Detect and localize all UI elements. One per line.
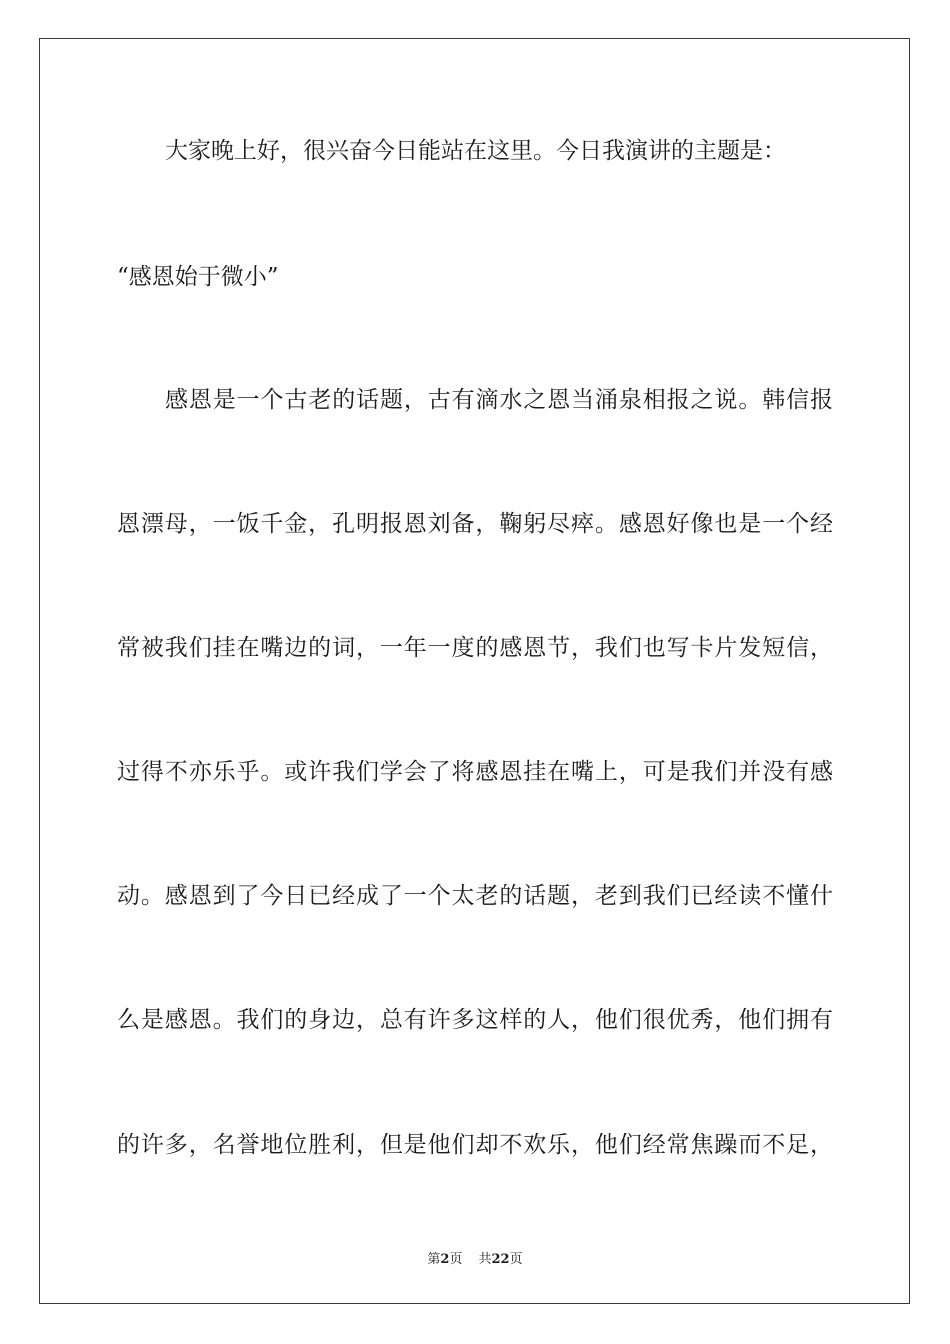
text-line-9: 的许多，名誉地位胜利，但是他们却不欢乐，他们经常焦躁而不足， <box>117 1132 833 1158</box>
page-border <box>39 38 910 1304</box>
total-prefix: 共 <box>478 1252 492 1267</box>
text-line-8: 么是感恩。我们的身边，总有许多这样的人，他们很优秀，他们拥有 <box>117 1007 833 1033</box>
text-line-7: 动。感恩到了今日已经成了一个太老的话题，老到我们已经读不懂什 <box>117 883 833 909</box>
text-line-1: 大家晚上好，很兴奋今日能站在这里。今日我演讲的主题是： <box>165 138 786 164</box>
text-line-6: 过得不亦乐乎。或许我们学会了将感恩挂在嘴上，可是我们并没有感 <box>117 759 833 785</box>
page-prefix: 第 <box>427 1252 441 1267</box>
total-pages: 22 <box>491 1252 510 1267</box>
page-suffix: 页 <box>449 1252 463 1267</box>
text-line-2: “感恩始于微小” <box>117 264 279 290</box>
text-line-4: 恩漂母，一饭千金，孔明报恩刘备，鞠躬尽瘁。感恩好像也是一个经 <box>117 511 833 537</box>
page-footer <box>0 1248 950 1267</box>
text-line-5: 常被我们挂在嘴边的词，一年一度的感恩节，我们也写卡片发短信， <box>117 635 833 661</box>
text-line-3: 感恩是一个古老的话题，古有滴水之恩当涌泉相报之说。韩信报 <box>165 387 833 413</box>
total-suffix: 页 <box>509 1252 523 1267</box>
page-number: 2 <box>440 1252 450 1267</box>
